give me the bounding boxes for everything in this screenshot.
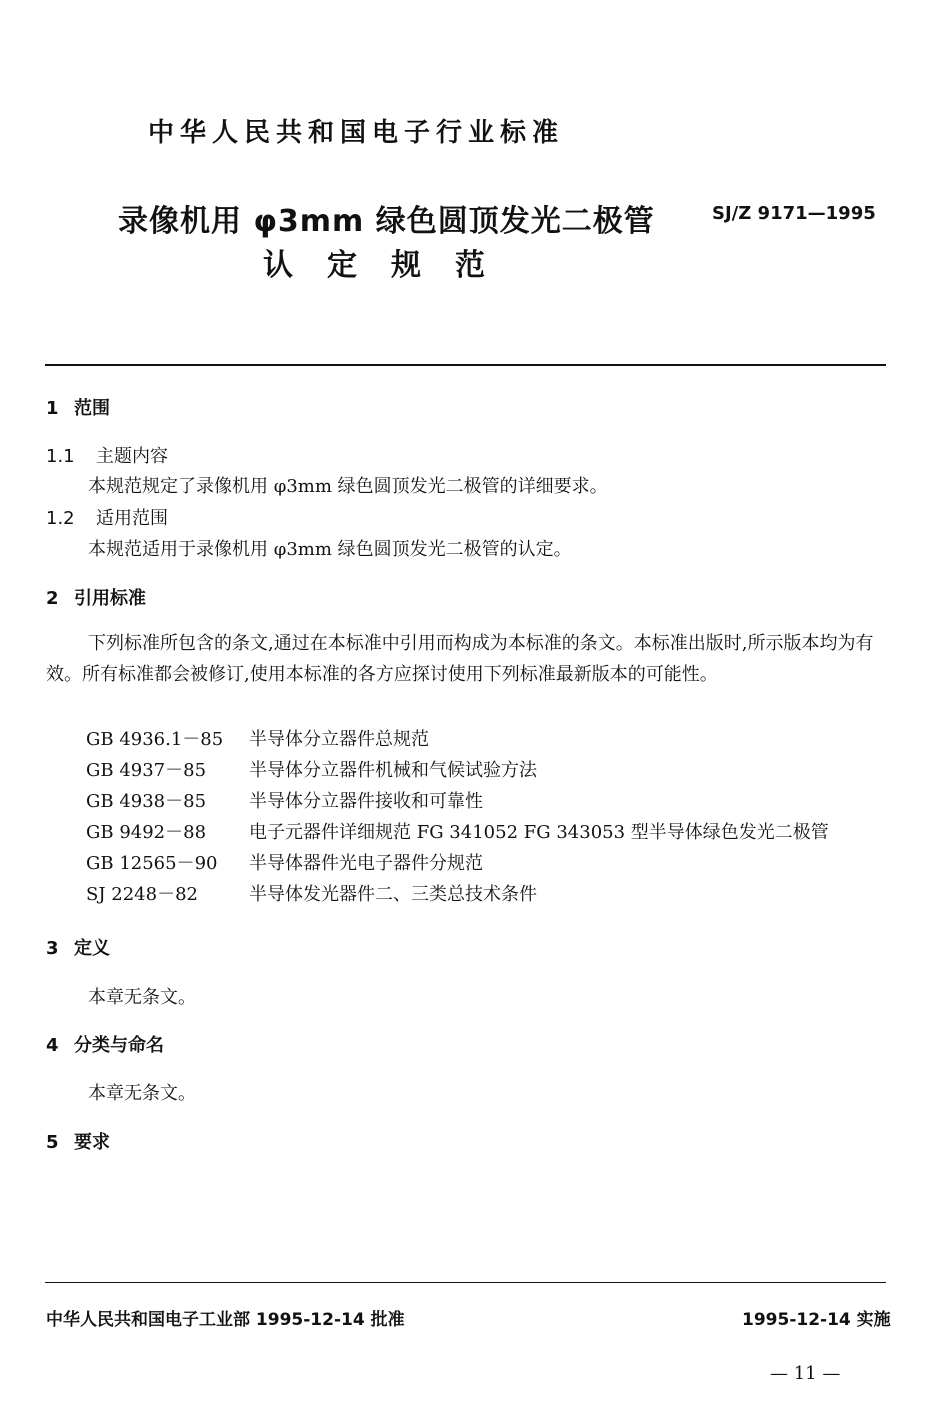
ref-code: GB 12565－90: [86, 853, 218, 874]
ref-code: GB 4937－85: [86, 760, 207, 781]
ref-code: GB 4936.1－85: [86, 729, 224, 750]
section-title: 要求: [74, 1132, 110, 1153]
ref-title: 电子元器件详细规范 FG 341052 FG 343053 型半导体绿色发光二极管: [249, 822, 829, 843]
section-1-1-heading: [46, 442, 168, 468]
section-number: 1.2: [46, 508, 75, 529]
section-4-heading: [46, 1031, 164, 1057]
ref-code: SJ 2248－82: [86, 884, 198, 905]
referenced-standards-list: [86, 724, 829, 910]
section-title: 定义: [74, 938, 110, 959]
header-divider: [45, 364, 886, 366]
list-item: [86, 724, 829, 755]
ref-title: 半导体器件光电子器件分规范: [249, 853, 483, 874]
ref-title: 半导体分立器件接收和可靠性: [249, 791, 483, 812]
section-2-text: 下列标准所包含的条文,通过在本标准中引用而构成为本标准的条文。本标准出版时,所示版本均为有效。所有标准都会被修订,使用本标准的各方应探讨使用下列标准最新版本的可能性。: [46, 633, 874, 685]
list-item: [86, 817, 829, 848]
section-5-heading: [46, 1128, 110, 1154]
ref-code: GB 9492－88: [86, 822, 207, 843]
list-item: [86, 848, 829, 879]
section-2-paragraph: [46, 628, 888, 690]
page-number: — 11 —: [770, 1363, 841, 1384]
ref-title: 半导体分立器件机械和气候试验方法: [249, 760, 537, 781]
list-item: [86, 879, 829, 910]
section-title: 适用范围: [96, 508, 168, 529]
section-1-2-heading: [46, 504, 168, 530]
section-title: 主题内容: [96, 446, 168, 467]
section-number: 2: [46, 588, 59, 609]
section-number: 4: [46, 1035, 59, 1056]
section-title: 范围: [74, 398, 110, 419]
section-1-1-text: 本规范规定了录像机用 φ3mm 绿色圆顶发光二极管的详细要求。: [88, 476, 608, 497]
list-item: [86, 786, 829, 817]
section-number: 1.1: [46, 446, 75, 467]
section-4-text: 本章无条文。: [88, 1083, 196, 1104]
approval-date: 中华人民共和国电子工业部 1995-12-14 批准: [46, 1310, 405, 1330]
section-1-2-text: 本规范适用于录像机用 φ3mm 绿色圆顶发光二极管的认定。: [88, 539, 572, 560]
ref-title: 半导体分立器件总规范: [249, 729, 429, 750]
section-number: 1: [46, 398, 59, 419]
issuing-body-title: 中华人民共和国电子行业标准: [148, 118, 565, 148]
standard-number: SJ/Z 9171—1995: [712, 203, 876, 224]
section-2-heading: [46, 584, 146, 610]
section-title: 分类与命名: [74, 1035, 164, 1056]
ref-title: 半导体发光器件二、三类总技术条件: [249, 884, 537, 905]
effective-date: 1995-12-14 实施: [742, 1310, 891, 1330]
section-number: 3: [46, 938, 59, 959]
section-3-text: 本章无条文。: [88, 987, 196, 1008]
document-subtitle: 认定规范: [263, 248, 519, 283]
section-3-heading: [46, 934, 110, 960]
section-1-heading: [46, 394, 110, 420]
ref-code: GB 4938－85: [86, 791, 207, 812]
section-title: 引用标准: [74, 588, 146, 609]
section-number: 5: [46, 1132, 59, 1153]
list-item: [86, 755, 829, 786]
document-title: 录像机用 φ3mm 绿色圆顶发光二极管: [118, 204, 655, 239]
footer-divider: [45, 1282, 886, 1283]
